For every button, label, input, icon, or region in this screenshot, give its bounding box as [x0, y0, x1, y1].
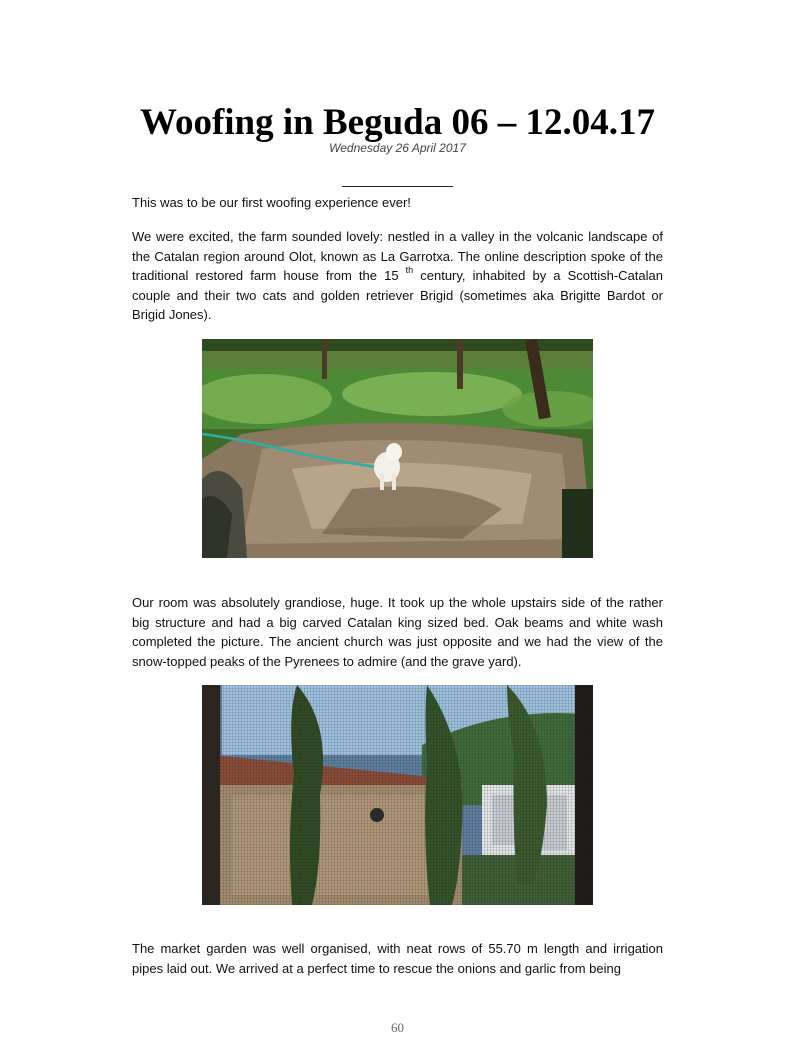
paragraph-market-garden-text: The market garden was well organised, with neat rows of 55.70 m length and irrigation pipes laid out. We arrived at a perfect time to rescue the onions and garlic from being	[132, 941, 663, 976]
farm-description-text-a: We were excited, the farm sounded lovely: nestled in a valley in the volcanic landscape of the Catalan region around Olot, known as La Garrotxa. The online description spoke of the traditional restored farm house from the 15	[132, 229, 663, 283]
paragraph-room-text: Our room was absolutely grandiose, huge. It took up the whole upstairs side of the rather big structure and had a big carved Catalan king sized bed. Oak beams and white wash completed the picture. The ancient church was just opposite and we had the view of the snow-topped peaks of the Pyrenees to admire (and the grave yard).	[132, 595, 663, 669]
photo-puppy-illustration	[202, 339, 593, 558]
farm-description-text-b: century, inhabited by a Scottish-Catalan couple and their two cats and golden retriever Brigid (sometimes aka Brigitte Bardot or Brigid Jones).	[132, 268, 663, 322]
title-divider	[342, 186, 453, 187]
ordinal-superscript: th	[405, 265, 414, 275]
paragraph-intro-text: This was to be our first woofing experience ever!	[132, 195, 411, 210]
post-date: Wednesday 26 April 2017	[329, 141, 466, 155]
paragraph-farm-description	[132, 227, 663, 325]
post-title: Woofing in Beguda 06 – 12.04.17	[139, 102, 655, 143]
photo-church-through-window	[202, 685, 593, 905]
paragraph-market-garden	[132, 939, 663, 978]
photo-puppy-in-yard	[202, 339, 593, 558]
page-number: 60	[391, 1020, 404, 1035]
paragraph-room	[132, 593, 663, 671]
photo-church-illustration	[202, 685, 593, 905]
paragraph-intro	[132, 193, 663, 213]
